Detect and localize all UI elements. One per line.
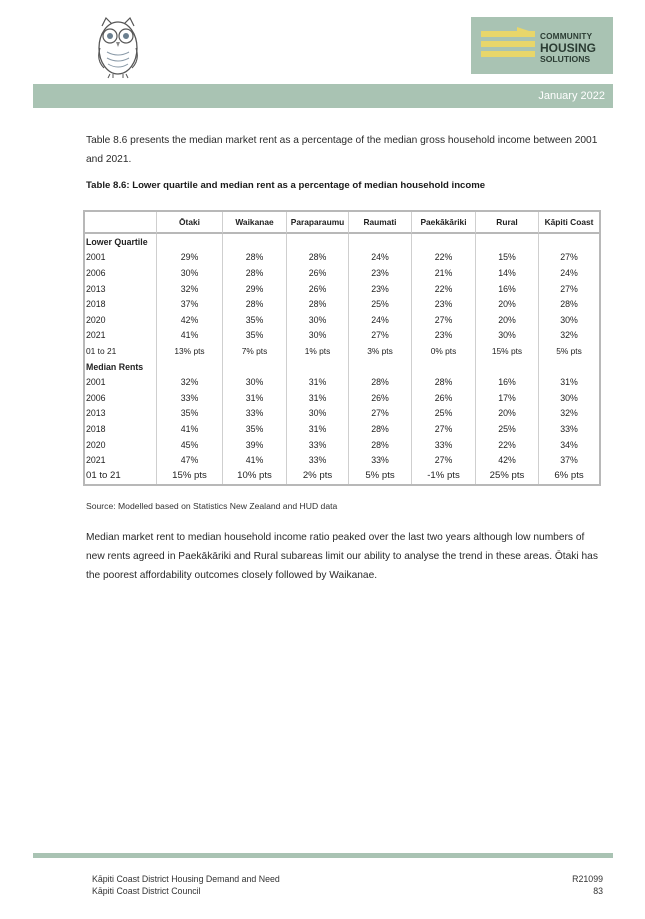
table-cell: 30% — [476, 328, 539, 344]
footer-left — [92, 873, 280, 897]
owl-logo-icon — [92, 14, 144, 80]
empty-cell — [539, 234, 599, 250]
row-label: 2018 — [85, 421, 157, 437]
row-label: 2001 — [85, 250, 157, 266]
brand-line-2: HOUSING — [540, 41, 597, 55]
table-cell: 21% — [412, 265, 476, 281]
table-cell: 23% — [349, 265, 412, 281]
row-label: 2018 — [85, 296, 157, 312]
table-cell: 17% — [476, 390, 539, 406]
table-cell: 22% — [476, 437, 539, 453]
table-cell: 32% — [157, 374, 223, 390]
table-cell: 47% — [157, 452, 223, 468]
table-cell: 14% — [476, 265, 539, 281]
table-cell: 31% — [560, 377, 578, 388]
table-cell: 25% — [349, 296, 412, 312]
report-date: January 2022 — [538, 90, 605, 102]
empty-cell — [412, 359, 476, 375]
table-cell: 22% — [412, 281, 476, 297]
table-cell: 26% — [349, 390, 412, 406]
table-cell: 15% pts — [157, 468, 223, 484]
section-title: Lower Quartile — [85, 234, 157, 250]
section-title: Median Rents — [85, 359, 157, 375]
table-cell: 26% — [287, 265, 349, 281]
table-cell: 28% — [560, 299, 578, 310]
intro-paragraph: Table 8.6 presents the median market rent as a percentage of the median gross household income between 2001 and 2021. — [86, 135, 598, 165]
table-cell: 32% — [560, 408, 578, 419]
table-cell: 22% — [412, 250, 476, 266]
table-cell: 27% — [412, 452, 476, 468]
brand-logo — [471, 17, 613, 74]
table-header-row — [85, 212, 599, 234]
brand-line-3: SOLUTIONS — [540, 54, 591, 64]
table-row — [85, 374, 599, 390]
empty-cell — [476, 234, 539, 250]
table-cell: 20% — [476, 296, 539, 312]
table-row — [85, 390, 599, 406]
empty-cell — [223, 234, 287, 250]
row-label: 2021 — [85, 452, 157, 468]
page-number: 83 — [593, 886, 603, 896]
table-row — [85, 328, 599, 344]
table-cell: 32% — [157, 281, 223, 297]
table-row — [85, 468, 599, 484]
table-cell: 28% — [287, 250, 349, 266]
table-cell: 28% — [223, 250, 287, 266]
table-body — [85, 234, 599, 484]
table-cell: 30% — [287, 406, 349, 422]
table-cell: 33% — [412, 437, 476, 453]
table-row — [85, 296, 599, 312]
table-cell: 35% — [157, 406, 223, 422]
table-cell: 23% — [412, 328, 476, 344]
empty-cell — [223, 359, 287, 375]
table-cell: 27% — [560, 283, 578, 294]
table-cell: 27% — [349, 406, 412, 422]
table-row — [85, 452, 599, 468]
table-cell: 37% — [157, 296, 223, 312]
table-cell: 33% — [157, 390, 223, 406]
row-label: 2006 — [85, 265, 157, 281]
table-cell: 29% — [157, 250, 223, 266]
table-cell: 33% — [560, 423, 578, 434]
empty-cell — [349, 234, 412, 250]
table-cell: 24% — [560, 267, 578, 278]
column-header: Ōtaki — [157, 212, 223, 234]
table-cell: 25% pts — [476, 468, 539, 484]
row-label: 2021 — [85, 328, 157, 344]
table-cell: 45% — [157, 437, 223, 453]
row-label: 2001 — [85, 374, 157, 390]
table-cell: 35% — [223, 312, 287, 328]
footer-organisation: Kāpiti Coast District Council — [92, 886, 201, 896]
table-cell: -1% pts — [412, 468, 476, 484]
row-label: 01 to 21 — [85, 343, 157, 359]
table-row — [85, 406, 599, 422]
table-cell: 16% — [476, 281, 539, 297]
table-cell: 28% — [223, 265, 287, 281]
table-cell: 30% — [223, 374, 287, 390]
table-row — [85, 343, 599, 359]
empty-cell — [349, 359, 412, 375]
table-cell: 31% — [223, 390, 287, 406]
table-cell: 7% pts — [223, 343, 287, 359]
table-caption: Table 8.6: Lower quartile and median rent as a percentage of median household income — [86, 180, 486, 191]
row-label: 2013 — [85, 406, 157, 422]
empty-cell — [157, 234, 223, 250]
table-row — [85, 265, 599, 281]
empty-cell — [539, 359, 599, 375]
table-cell: 33% — [287, 437, 349, 453]
table-cell: 25% — [412, 406, 476, 422]
table-cell: 27% — [349, 328, 412, 344]
table-cell: 30% — [157, 265, 223, 281]
brand-line-1: COMMUNITY — [540, 32, 593, 41]
table-cell: 28% — [223, 296, 287, 312]
column-header: Rural — [476, 212, 539, 234]
table-cell: 23% — [412, 296, 476, 312]
table-cell: 15% pts — [476, 343, 539, 359]
table-cell: 31% — [287, 421, 349, 437]
analysis-paragraph: Median market rent to median household income ratio peaked over the last two years although low numbers of new rents agreed in Paekākāriki and Rural subareas limit our ability to analyse the trend in these areas. Ōtaki has the poorest affordability outcomes closely followed by Waikanae. — [86, 532, 598, 581]
table-cell: 2% pts — [287, 468, 349, 484]
footer-report-title: Kāpiti Coast District Housing Demand and Need — [92, 874, 280, 884]
table-cell: 28% — [349, 437, 412, 453]
table-cell: 28% — [287, 296, 349, 312]
table-cell: 33% — [349, 452, 412, 468]
footer-divider — [33, 853, 613, 858]
table-cell: 33% — [287, 452, 349, 468]
table-cell: 27% — [412, 312, 476, 328]
table-cell: 35% — [223, 328, 287, 344]
empty-cell — [287, 234, 349, 250]
table-source: Source: Modelled based on Statistics New Zealand and HUD data — [86, 501, 338, 511]
empty-cell — [476, 359, 539, 375]
header-band — [33, 84, 613, 108]
table-cell: 29% — [223, 281, 287, 297]
empty-cell — [287, 359, 349, 375]
column-header: Raumati — [349, 212, 412, 234]
table-cell: 20% — [476, 406, 539, 422]
table-cell: 37% — [560, 455, 578, 466]
table-section-row — [85, 359, 599, 375]
table-row — [85, 437, 599, 453]
column-header: Paraparaumu — [287, 212, 349, 234]
table-cell: 3% pts — [349, 343, 412, 359]
table-cell: 20% — [476, 312, 539, 328]
table-cell: 34% — [560, 439, 578, 450]
table-cell: 24% — [349, 312, 412, 328]
table-cell: 16% — [476, 374, 539, 390]
table-cell: 42% — [157, 312, 223, 328]
table-cell: 13% pts — [157, 343, 223, 359]
column-header — [85, 212, 157, 234]
table-cell: 28% — [412, 374, 476, 390]
table-cell: 28% — [349, 374, 412, 390]
table-cell: 24% — [349, 250, 412, 266]
table-row — [85, 281, 599, 297]
table-cell: 10% pts — [223, 468, 287, 484]
footer-right — [572, 873, 603, 897]
table-cell: 35% — [223, 421, 287, 437]
table-cell: 6% pts — [554, 470, 584, 482]
table-cell: 28% — [349, 421, 412, 437]
table-section-row — [85, 234, 599, 250]
table-row — [85, 312, 599, 328]
table-cell: 27% — [412, 421, 476, 437]
table-cell: 30% — [560, 314, 578, 325]
row-label: 01 to 21 — [85, 468, 157, 484]
row-label: 2020 — [85, 437, 157, 453]
table-cell: 39% — [223, 437, 287, 453]
column-header: Kāpiti Coast — [539, 212, 599, 234]
table-cell: 23% — [349, 281, 412, 297]
column-header: Waikanae — [223, 212, 287, 234]
table-cell: 32% — [560, 330, 578, 341]
table-cell: 30% — [287, 328, 349, 344]
table-cell: 30% — [560, 392, 578, 403]
column-header: Paekākāriki — [412, 212, 476, 234]
table-cell: 30% — [287, 312, 349, 328]
table-cell: 41% — [157, 421, 223, 437]
row-label: 2020 — [85, 312, 157, 328]
table-cell: 41% — [223, 452, 287, 468]
table-cell: 25% — [476, 421, 539, 437]
table-cell: 1% pts — [287, 343, 349, 359]
row-label: 2013 — [85, 281, 157, 297]
table-cell: 41% — [157, 328, 223, 344]
table-cell: 0% pts — [412, 343, 476, 359]
row-label: 2006 — [85, 390, 157, 406]
table-cell: 5% pts — [349, 468, 412, 484]
empty-cell — [412, 234, 476, 250]
table-cell: 26% — [287, 281, 349, 297]
table-row — [85, 250, 599, 266]
table-cell: 31% — [287, 374, 349, 390]
brand-wordmark — [540, 32, 596, 64]
table-row — [85, 421, 599, 437]
table-cell: 5% pts — [556, 345, 582, 356]
table-cell: 27% — [560, 252, 578, 263]
footer-report-ref: R21099 — [572, 874, 603, 884]
table-cell: 42% — [476, 452, 539, 468]
table-cell: 26% — [412, 390, 476, 406]
table-cell: 15% — [476, 250, 539, 266]
empty-cell — [157, 359, 223, 375]
table-cell: 31% — [287, 390, 349, 406]
house-stack-icon — [479, 25, 537, 65]
rent-affordability-table — [83, 210, 601, 486]
table-cell: 33% — [223, 406, 287, 422]
